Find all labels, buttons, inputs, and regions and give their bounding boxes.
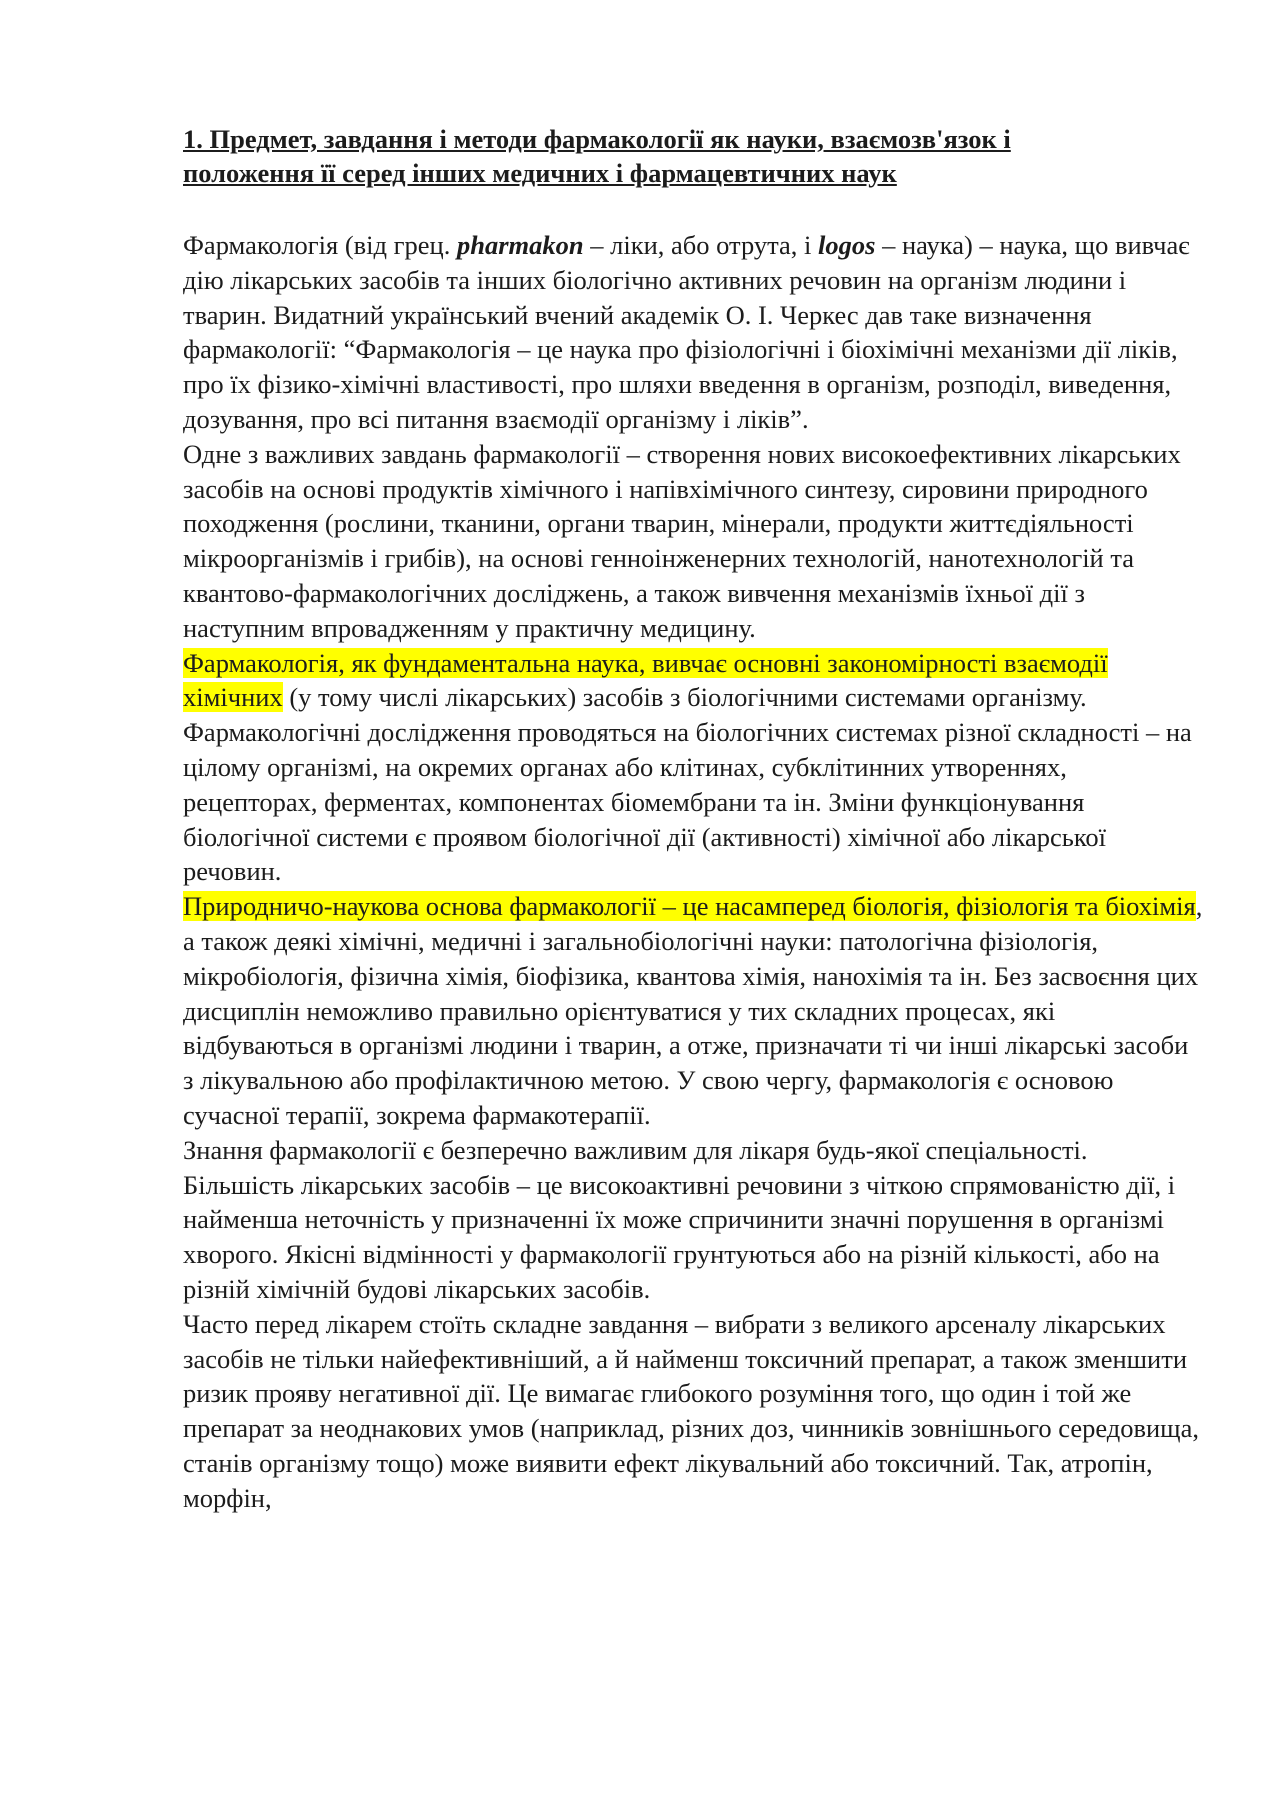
paragraph-scientific-basis: Природничо-наукова основа фармакології – це насамперед біологія, фізіологія та біохімія, а також деякі хімічні, медичні і загальнобіологічні науки: патологічна фізіологія, мікробіологія, фізична хімія, біофізика, квантова хімія, нанохімія та ін. Без засвоєння цих дисциплін неможливо правильно орієнтуватися у тих складних процесах, які відбуваються в організмі людини і тварин, а отже, призначати ті чи інші лікарські засоби з лікувальною або профілактичною метою. У свою чергу, фармакологія є основою сучасної терапії, зокрема фармакотерапії. (183, 891, 1203, 1130)
document-page (183, 122, 1203, 1515)
highlighted-text: Фармакологія, як фундаментальна наука, вивчає основні закономірності взаємодії хімічних (183, 647, 1108, 713)
paragraph-choice: Часто перед лікарем стоїть складне завдання – вибрати з великого арсеналу лікарських засобів не тільки найефективніший, а й найменш токсичний препарат, а також зменшити ризик прояву негативної дії. Це вимагає глибокого розуміння того, що один і той же препарат за неоднакових умов (наприклад, різних доз, чинників зовнішнього середовища, станів організму тощо) може виявити ефект лікувальний або токсичний. Так, атропін, морфін, (183, 1308, 1199, 1513)
highlighted-text: Природничо-наукова основа фармакології – це насамперед біологія, фізіологія та біохімія (183, 891, 1196, 922)
paragraph-tasks: Одне з важливих завдань фармакології – створення нових високоефективних лікарських засобів на основі продуктів хімічного і напівхімічного синтезу, сировини природного походження (рослини, тканини, органи тварин, мінерали, продукти життєдіяльності мікроорганізмів і грибів), на основі генноінженерних технологій, нанотехнологій та квантово-фармакологічних досліджень, а також вивчення механізмів їхньої дії з наступним впровадженням у практичну медицину. (183, 438, 1181, 643)
section-heading-line-2: положення її серед інших медичних і фармацевтичних наук (183, 158, 897, 188)
paragraph-importance: Знання фармакології є безперечно важливим для лікаря будь-якої спеціальності. Більшість лікарських засобів – це високоактивні речовини з чіткою спрямованістю дії, і найменша неточність у призначенні їх може спричинити значні порушення в організмі хворого. Якісні відмінності у фармакології грунтуються або на різній кількості, або на різній хімічній будові лікарських засобів. (183, 1134, 1176, 1304)
paragraph-fundamental: Фармакологія, як фундаментальна наука, вивчає основні закономірності взаємодії хімічних (у тому числі лікарських) засобів з біологічними системами організму. (183, 647, 1108, 713)
term-logos: logos (818, 230, 876, 260)
section-heading (183, 122, 1183, 190)
paragraph-definition: Фармакологія (від грец. pharmakon – ліки, або отрута, і logos – наука) – наука, що вивчає дію лікарських засобів та інших біологічно активних речовин на організм людини і тварин. Видатний український вчений академік О. І. Черкес дав таке визначення фармакології: “Фармакологія – це наука про фізіологічні і біохімічні механізми дії ліків, про їх фізико-хімічні властивості, про шляхи введення в організм, розподіл, виведення, дозування, про всі питання взаємодії організму і ліків”. (183, 230, 1190, 434)
paragraph-research: Фармакологічні дослідження проводяться на біологічних системах різної складності – на цілому організмі, на окремих органах або клітинах, субклітинних утвореннях, рецепторах, ферментах, компонентах біомембрани та ін. Зміни функціонування біологічної системи є проявом біологічної дії (активності) хімічної або лікарської речовин. (183, 717, 1192, 887)
term-pharmakon: pharmakon (456, 230, 584, 260)
section-heading-line-1: 1. Предмет, завдання і методи фармакології як науки, взаємозв'язок і (183, 124, 1011, 154)
